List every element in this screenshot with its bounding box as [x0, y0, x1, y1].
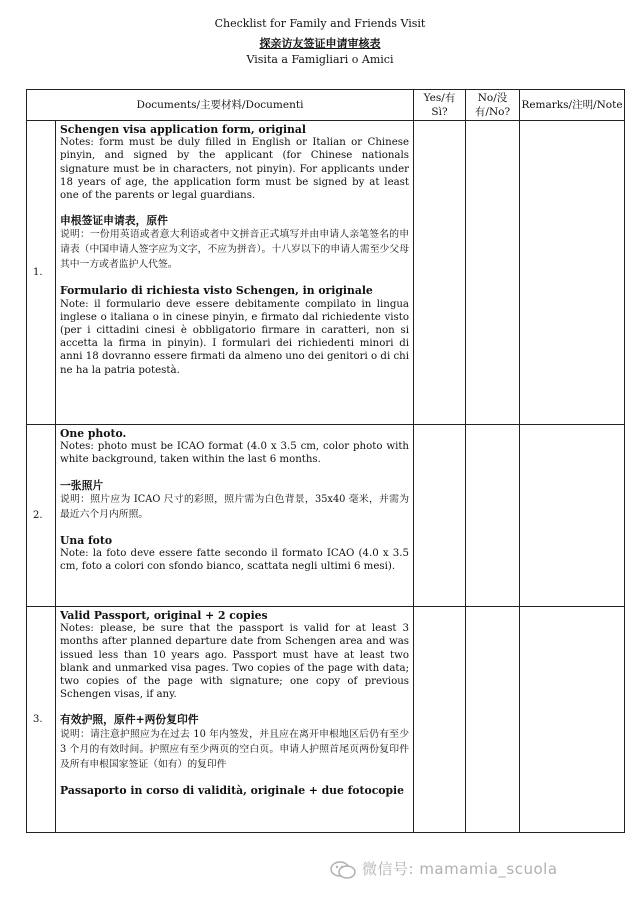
header-row — [27, 90, 625, 121]
doc-title-italian: Formulario di richiesta visto Schengen, in originale — [60, 284, 373, 298]
remarks-cell[interactable] — [520, 607, 625, 833]
no-checkbox-cell[interactable] — [466, 607, 520, 833]
doc-title-italian: Una foto — [60, 533, 113, 547]
document-cell — [56, 607, 414, 833]
remarks-cell[interactable] — [520, 425, 625, 607]
doc-notes-english: Notes: photo must be ICAO format (4.0 x 3.5 cm, color photo with white background, taken within the last 6 months. — [60, 441, 409, 466]
column-header-remarks: Remarks/注明/Note — [520, 90, 625, 121]
no-checkbox-cell[interactable] — [466, 425, 520, 607]
doc-title-italian: Passaporto in corso di validità, originale + due fotocopie — [60, 783, 404, 797]
document-cell — [56, 425, 414, 607]
doc-notes-chinese: 说明：请注意护照应为在过去 10 年内签发，并且应在离开申根地区后仍有至少 3 个月的有效时间。护照应有至少两页的空白页。申请人护照首尾页两份复印件及所有申根国家签证（如有）的复印件 — [60, 728, 409, 770]
doc-notes-italian: Note: il formulario deve essere debitamente compilato in lingua inglese o italiana o in cinese pinyin, e firmato dal richiedente visto (per i cittadini cinesi è obbligatorio firmare in caratteri, non si accetta la firma in pinyin). I formulari dei richiedenti minori di anni 18 dovranno essere firmati da almeno uno dei genitori o di chi ne ha la patria potestà. — [60, 298, 409, 376]
watermark-text: 微信号: mamamia_scuola — [362, 860, 558, 878]
row-number: 3. — [27, 607, 56, 833]
title-english: Checklist for Family and Friends Visit — [214, 17, 426, 30]
document-cell — [56, 121, 414, 425]
doc-notes-english: Notes: please, be sure that the passport is valid for at least 3 months after planned departure date from Schengen area and was issued less than 10 years ago. Passport must have at least two blank and unmarked visa pages. Two copies of the page with data; two copies of the page with signature; one copy of previous Schengen visas, if any. — [60, 623, 409, 701]
doc-title-english: One photo. — [60, 427, 127, 440]
doc-notes-italian: Note: la foto deve essere fatte secondo il formato ICAO (4.0 x 3.5 cm, foto a colori con sfondo bianco, scattata negli ultimi 6 mesi). — [60, 548, 409, 573]
yes-checkbox-cell[interactable] — [414, 425, 466, 607]
row-number: 2. — [27, 425, 56, 607]
column-header-yes: Yes/有 Sì? — [414, 90, 466, 121]
wechat-icon — [330, 861, 356, 879]
doc-notes-chinese: 说明：一份用英语或者意大利语或者中文拼音正式填写并由申请人亲笔签名的申请表（中国申请人签字应为文字，不应为拼音）。十八岁以下的申请人需至少父母其中一方或者监护人代签。 — [60, 229, 409, 271]
doc-title-english: Schengen visa application form, original — [60, 123, 307, 136]
column-header-no: No/没 有/No? — [466, 90, 520, 121]
doc-notes-chinese: 说明：照片应为 ICAO 尺寸的彩照，照片需为白色背景，35x40 毫米，并需为最近六个月内所照。 — [60, 493, 409, 520]
checklist-table — [26, 89, 625, 833]
title-chinese: 探亲访友签证申请审核表 — [259, 37, 381, 50]
table-row — [27, 121, 625, 425]
yes-checkbox-cell[interactable] — [414, 607, 466, 833]
row-number: 1. — [27, 121, 56, 425]
doc-title-chinese: 申根签证申请表，原件 — [60, 214, 168, 228]
doc-title-english: Valid Passport, original + 2 copies — [60, 609, 268, 622]
table-row — [27, 607, 625, 833]
wechat-watermark — [330, 858, 558, 879]
no-checkbox-cell[interactable] — [466, 121, 520, 425]
table-row — [27, 425, 625, 607]
doc-title-chinese: 一张照片 — [60, 478, 104, 492]
yes-checkbox-cell[interactable] — [414, 121, 466, 425]
doc-notes-english: Notes: form must be duly filled in English or Italian or Chinese pinyin, and signed by the applicant (for Chinese nationals signature must be in characters, not pinyin). For applicants under 18 years of age, the application form must be signed by at least one of the parents or legal guardians. — [60, 137, 409, 202]
column-header-documents: Documents/主要材料/Documenti — [27, 90, 414, 121]
doc-title-chinese: 有效护照，原件+两份复印件 — [60, 713, 199, 727]
remarks-cell[interactable] — [520, 121, 625, 425]
title-italian: Visita a Famigliari o Amici — [246, 53, 394, 66]
